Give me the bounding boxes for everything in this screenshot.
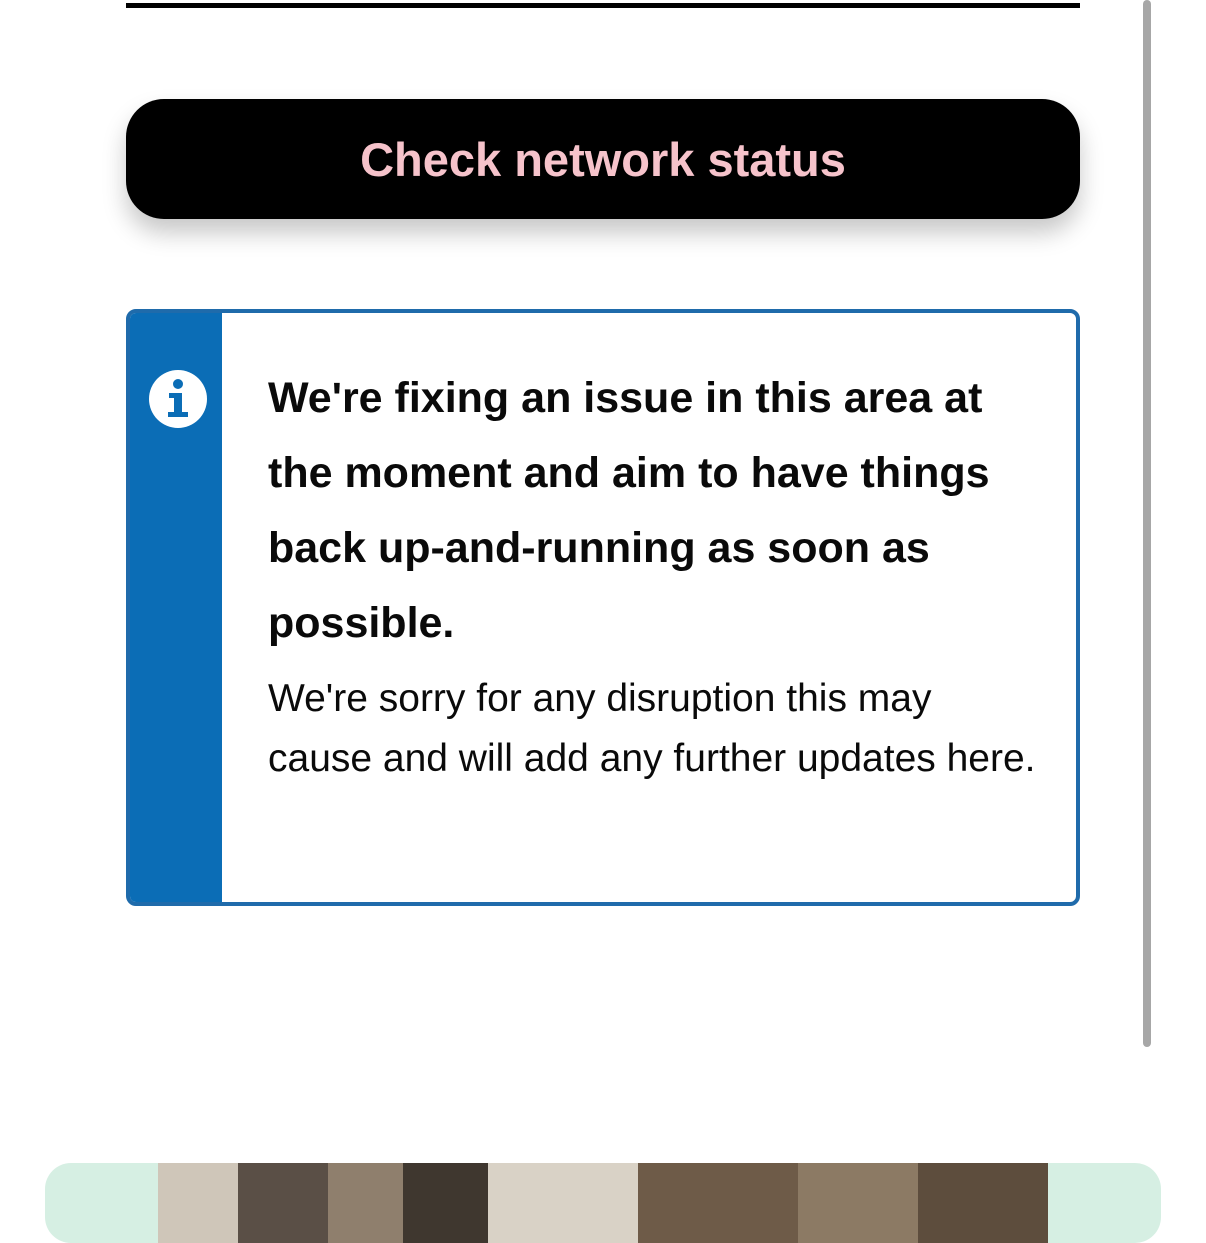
check-network-status-button[interactable]: Check network status bbox=[126, 99, 1080, 219]
promo-image bbox=[158, 1163, 1048, 1243]
promo-card bbox=[45, 1163, 1161, 1243]
info-icon bbox=[147, 368, 209, 430]
scrollbar-thumb[interactable] bbox=[1143, 0, 1151, 1047]
section-divider bbox=[126, 3, 1080, 8]
notice-heading: We're fixing an issue in this area at the moment and aim to have things back up-and-running as soon as possible. bbox=[268, 374, 990, 647]
notice-accent-bar bbox=[130, 313, 222, 902]
info-notice bbox=[126, 309, 1080, 906]
notice-content bbox=[268, 361, 1036, 789]
notice-body-text: We're sorry for any disruption this may cause and will add any further updates here. bbox=[268, 677, 1036, 780]
